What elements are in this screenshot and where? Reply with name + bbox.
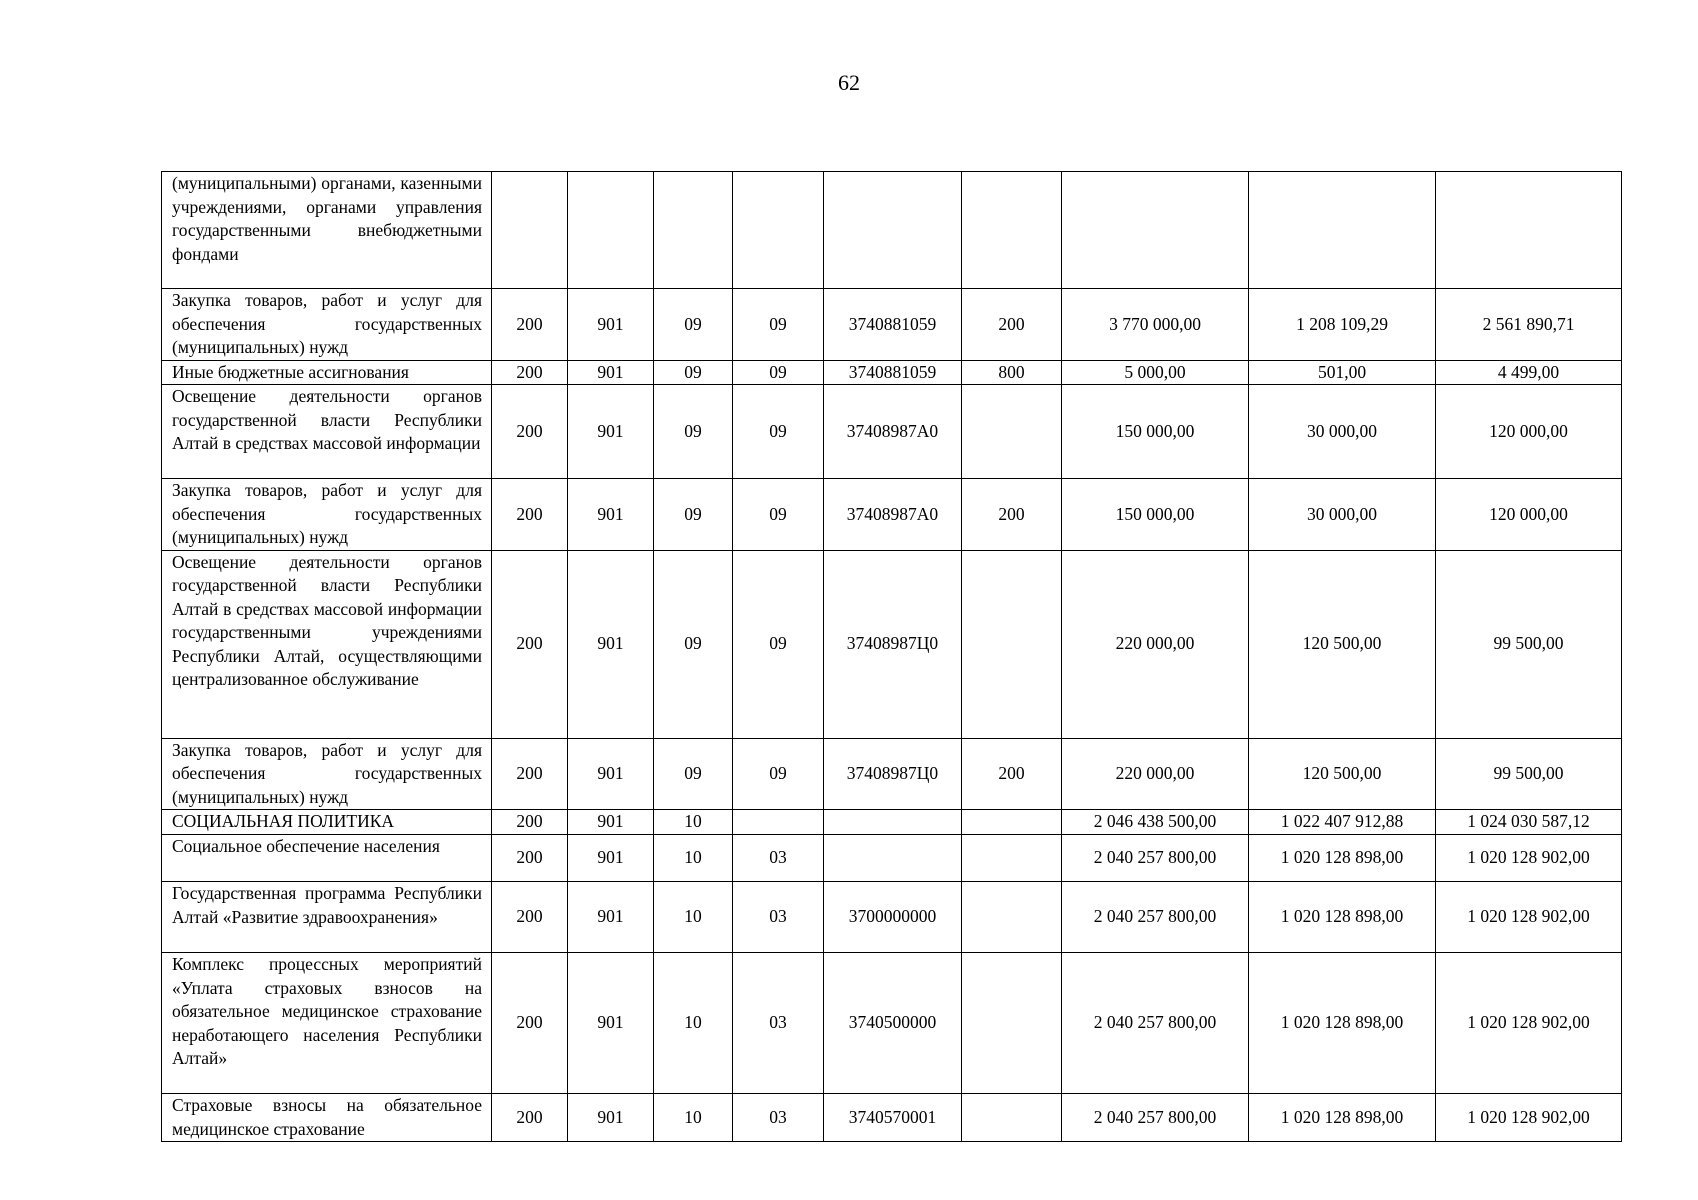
cell-section: 200 xyxy=(492,953,568,1094)
row-description: Закупка товаров, работ и услуг для обеспечения государственных (муниципальных) нужд xyxy=(162,738,492,810)
cell-subchapter xyxy=(733,172,824,289)
cell-subchapter xyxy=(733,810,824,835)
cell-section: 200 xyxy=(492,835,568,882)
cell-expense-type: 200 xyxy=(962,738,1062,810)
cell-amount-plan: 2 040 257 800,00 xyxy=(1062,1094,1249,1142)
cell-expense-type xyxy=(962,835,1062,882)
cell-target-article: 37408987А0 xyxy=(824,479,962,551)
cell-amount-plan: 3 770 000,00 xyxy=(1062,289,1249,361)
cell-chapter: 09 xyxy=(654,289,733,361)
row-description: Иные бюджетные ассигнования xyxy=(162,360,492,385)
cell-expense-type: 800 xyxy=(962,360,1062,385)
table-row xyxy=(162,810,1622,835)
cell-target-article: 3740500000 xyxy=(824,953,962,1094)
cell-amount-remaining: 2 561 890,71 xyxy=(1436,289,1622,361)
cell-amount-executed: 1 208 109,29 xyxy=(1249,289,1436,361)
cell-ministry-code: 901 xyxy=(568,835,654,882)
cell-amount-remaining: 1 020 128 902,00 xyxy=(1436,953,1622,1094)
cell-section xyxy=(492,172,568,289)
cell-ministry-code: 901 xyxy=(568,360,654,385)
cell-chapter: 09 xyxy=(654,385,733,479)
cell-amount-executed: 501,00 xyxy=(1249,360,1436,385)
cell-subchapter: 09 xyxy=(733,550,824,738)
cell-amount-plan: 2 040 257 800,00 xyxy=(1062,835,1249,882)
cell-section: 200 xyxy=(492,550,568,738)
cell-amount-plan: 5 000,00 xyxy=(1062,360,1249,385)
cell-amount-remaining: 1 020 128 902,00 xyxy=(1436,1094,1622,1142)
cell-subchapter: 09 xyxy=(733,479,824,551)
table-row xyxy=(162,835,1622,882)
cell-chapter: 10 xyxy=(654,835,733,882)
row-description: Социальное обеспечение населения xyxy=(162,835,492,882)
cell-amount-remaining: 99 500,00 xyxy=(1436,550,1622,738)
cell-section: 200 xyxy=(492,810,568,835)
cell-chapter: 09 xyxy=(654,479,733,551)
cell-target-article: 3700000000 xyxy=(824,882,962,953)
cell-expense-type xyxy=(962,550,1062,738)
row-description: Освещение деятельности органов государственной власти Республики Алтай в средствах массовой информации xyxy=(162,385,492,479)
cell-amount-plan: 150 000,00 xyxy=(1062,479,1249,551)
cell-chapter: 10 xyxy=(654,1094,733,1142)
cell-amount-executed: 1 020 128 898,00 xyxy=(1249,835,1436,882)
cell-target-article: 3740881059 xyxy=(824,360,962,385)
page-number: 62 xyxy=(838,70,860,95)
cell-amount-executed: 30 000,00 xyxy=(1249,479,1436,551)
cell-chapter: 09 xyxy=(654,360,733,385)
cell-ministry-code: 901 xyxy=(568,289,654,361)
cell-target-article: 37408987Ц0 xyxy=(824,738,962,810)
cell-amount-plan xyxy=(1062,172,1249,289)
cell-expense-type xyxy=(962,953,1062,1094)
cell-target-article: 3740570001 xyxy=(824,1094,962,1142)
table-row xyxy=(162,882,1622,953)
cell-amount-executed: 1 022 407 912,88 xyxy=(1249,810,1436,835)
row-description: Государственная программа Республики Алтай «Развитие здравоохранения» xyxy=(162,882,492,953)
cell-section: 200 xyxy=(492,479,568,551)
cell-subchapter: 09 xyxy=(733,289,824,361)
cell-amount-executed: 30 000,00 xyxy=(1249,385,1436,479)
cell-section: 200 xyxy=(492,738,568,810)
cell-amount-executed: 120 500,00 xyxy=(1249,738,1436,810)
cell-amount-remaining: 1 020 128 902,00 xyxy=(1436,882,1622,953)
cell-subchapter: 09 xyxy=(733,385,824,479)
cell-target-article: 37408987Ц0 xyxy=(824,550,962,738)
cell-target-article xyxy=(824,172,962,289)
cell-expense-type xyxy=(962,882,1062,953)
cell-chapter: 10 xyxy=(654,953,733,1094)
table-row xyxy=(162,289,1622,361)
table-row xyxy=(162,479,1622,551)
cell-amount-plan: 220 000,00 xyxy=(1062,738,1249,810)
cell-amount-remaining: 4 499,00 xyxy=(1436,360,1622,385)
cell-amount-remaining: 120 000,00 xyxy=(1436,479,1622,551)
cell-amount-remaining: 1 024 030 587,12 xyxy=(1436,810,1622,835)
cell-expense-type xyxy=(962,385,1062,479)
cell-subchapter: 03 xyxy=(733,953,824,1094)
table-row xyxy=(162,953,1622,1094)
cell-section: 200 xyxy=(492,882,568,953)
row-description: Страховые взносы на обязательное медицинское страхование xyxy=(162,1094,492,1142)
cell-ministry-code: 901 xyxy=(568,550,654,738)
cell-amount-executed: 1 020 128 898,00 xyxy=(1249,882,1436,953)
cell-amount-plan: 2 040 257 800,00 xyxy=(1062,882,1249,953)
cell-section: 200 xyxy=(492,385,568,479)
cell-ministry-code: 901 xyxy=(568,953,654,1094)
cell-expense-type: 200 xyxy=(962,289,1062,361)
cell-amount-remaining: 99 500,00 xyxy=(1436,738,1622,810)
row-description: Освещение деятельности органов государственной власти Республики Алтай в средствах массовой информации государственными учреждениями Республики Алтай, осуществляющими централизованное обслуживание xyxy=(162,550,492,738)
cell-subchapter: 03 xyxy=(733,1094,824,1142)
cell-amount-plan: 220 000,00 xyxy=(1062,550,1249,738)
table-row xyxy=(162,360,1622,385)
cell-amount-plan: 2 046 438 500,00 xyxy=(1062,810,1249,835)
cell-amount-executed: 1 020 128 898,00 xyxy=(1249,1094,1436,1142)
cell-amount-plan: 150 000,00 xyxy=(1062,385,1249,479)
cell-amount-executed: 1 020 128 898,00 xyxy=(1249,953,1436,1094)
cell-amount-plan: 2 040 257 800,00 xyxy=(1062,953,1249,1094)
cell-ministry-code: 901 xyxy=(568,882,654,953)
row-description: Закупка товаров, работ и услуг для обеспечения государственных (муниципальных) нужд xyxy=(162,289,492,361)
cell-section: 200 xyxy=(492,360,568,385)
cell-target-article xyxy=(824,835,962,882)
cell-target-article xyxy=(824,810,962,835)
cell-expense-type xyxy=(962,172,1062,289)
row-description: (муниципальными) органами, казенными учреждениями, органами управления государственными внебюджетными фондами xyxy=(162,172,492,289)
cell-expense-type: 200 xyxy=(962,479,1062,551)
cell-expense-type xyxy=(962,1094,1062,1142)
cell-chapter: 10 xyxy=(654,810,733,835)
cell-subchapter: 03 xyxy=(733,835,824,882)
cell-target-article: 37408987А0 xyxy=(824,385,962,479)
table-row xyxy=(162,172,1622,289)
cell-ministry-code: 901 xyxy=(568,385,654,479)
cell-chapter: 09 xyxy=(654,550,733,738)
cell-ministry-code xyxy=(568,172,654,289)
table-row xyxy=(162,550,1622,738)
table-row xyxy=(162,738,1622,810)
cell-subchapter: 09 xyxy=(733,360,824,385)
cell-ministry-code: 901 xyxy=(568,738,654,810)
cell-chapter: 10 xyxy=(654,882,733,953)
cell-section: 200 xyxy=(492,289,568,361)
cell-chapter xyxy=(654,172,733,289)
cell-ministry-code: 901 xyxy=(568,1094,654,1142)
cell-amount-remaining: 1 020 128 902,00 xyxy=(1436,835,1622,882)
row-description: Комплекс процессных мероприятий «Уплата страховых взносов на обязательное медицинское страхование неработающего населения Республики Алтай» xyxy=(162,953,492,1094)
table-row xyxy=(162,1094,1622,1142)
cell-expense-type xyxy=(962,810,1062,835)
table-row xyxy=(162,385,1622,479)
cell-target-article: 3740881059 xyxy=(824,289,962,361)
cell-amount-executed: 120 500,00 xyxy=(1249,550,1436,738)
cell-ministry-code: 901 xyxy=(568,479,654,551)
cell-amount-remaining xyxy=(1436,172,1622,289)
cell-chapter: 09 xyxy=(654,738,733,810)
cell-amount-executed xyxy=(1249,172,1436,289)
row-description: Закупка товаров, работ и услуг для обеспечения государственных (муниципальных) нужд xyxy=(162,479,492,551)
cell-subchapter: 09 xyxy=(733,738,824,810)
cell-amount-remaining: 120 000,00 xyxy=(1436,385,1622,479)
cell-subchapter: 03 xyxy=(733,882,824,953)
cell-ministry-code: 901 xyxy=(568,810,654,835)
budget-table xyxy=(161,171,1622,1142)
row-description: СОЦИАЛЬНАЯ ПОЛИТИКА xyxy=(162,810,492,835)
cell-section: 200 xyxy=(492,1094,568,1142)
